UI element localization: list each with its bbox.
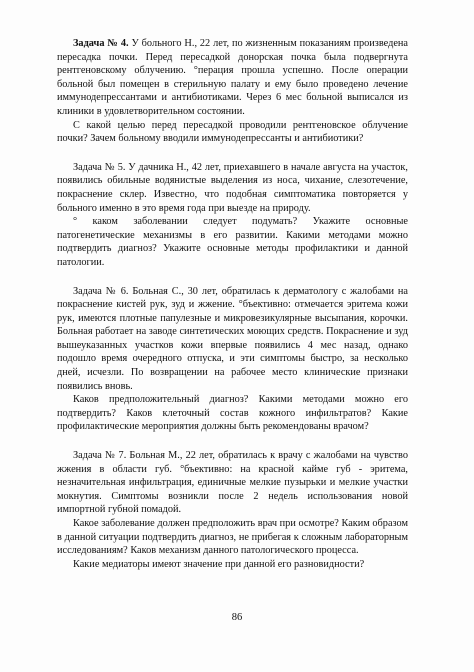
task-7-paragraph-2: Какое заболевание должен предположить врач при осмотре? Каким образом в данной ситуации подтвердить диагноз, не прибегая к сложным лабораторным исследованиям? Каков механизм данного патологического процесса. — [57, 518, 408, 557]
task-7-label: Задача № 7. — [73, 450, 127, 462]
task-6-label: Задача № 6. — [73, 285, 129, 297]
task-4 — [57, 37, 408, 146]
task-7-paragraph-1 — [57, 449, 408, 517]
task-7 — [57, 449, 408, 571]
task-6-text-1: Больная С., 30 лет, обратилась к дерматологу с жалобами на покраснение кистей рук, зуд и жжение. °бъективно: отмечается эритема кожи рук, имеются плотные папулезные и микровезикулярные высыпания, корочки. Больная работает на заводе синтетических моющих средств. Покраснение и зуд вышеуказанных участков кожи впервые появились 4 мес назад, однако подошло время очередного отпуска, и эти симптомы быстро, за несколько дней, исчезли. По возвращении на рабочее место клинические признаки появились вновь. — [57, 285, 408, 392]
task-5-paragraph-2: ° каком заболевании следует подумать? Укажите основные патогенетические механизмы в его развитии. Какими методами можно подтвердить диагноз? Укажите основные методы профилактики и данной патологии. — [57, 216, 408, 268]
task-4-paragraph-2: С какой целью перед пересадкой проводили рентгеновское облучение почки? Зачем больному вводили иммунодепрессанты и антибиотики? — [57, 119, 408, 145]
task-4-label: Задача № 4. — [73, 38, 129, 49]
task-6 — [57, 285, 408, 435]
task-6-paragraph-1 — [57, 285, 408, 394]
task-5-text-1: У дачника Н., 42 лет, приехавшего в начале августа на участок, появились обильные водянистые выделения из носа, чихание, слезотечение, покраснение склер. Известно, что подобная симптоматика повторяется у больного именно в это время года при выезде на природу. — [57, 161, 408, 214]
task-4-text-1: У больного Н., 22 лет, по жизненным показаниям произведена пересадка почки. Перед пересадкой донорская почка была подвергнута рентгеновскому облучению. °перация прошла успешно. После операции больной был помещен в стерильную палату и ему было проведено лечение иммунодепрессантами и антибиотиками. Через 6 мес больной выписался из клиники в удовлетворительном состоянии. — [57, 38, 408, 117]
page-number: 86 — [231, 612, 243, 623]
task-7-text-1: Больная М., 22 лет, обратилась к врачу с жалобами на чувство жжения в области губ. °бъективно: на красной кайме губ - эритема, незначительная инфильтрация, единичные мелкие пузырьки и мелкие участки мокнутия. Симптомы возникли после 2 недель использования новой импортной губной помадой. — [57, 450, 408, 516]
task-7-paragraph-3: Какие медиаторы имеют значение при данной его разновидности? — [73, 558, 365, 570]
task-5 — [57, 161, 408, 270]
task-4-paragraph-1 — [57, 37, 408, 119]
task-6-paragraph-2: Каков предположительный диагноз? Какими методами можно его подтвердить? Каков клеточный состав кожного инфильтратов? Какие профилактические мероприятия должны быть рекомендованы врачом? — [57, 394, 408, 433]
page-content — [57, 37, 408, 571]
task-5-label: Задача № 5. — [73, 161, 126, 173]
task-5-paragraph-1 — [57, 161, 408, 215]
